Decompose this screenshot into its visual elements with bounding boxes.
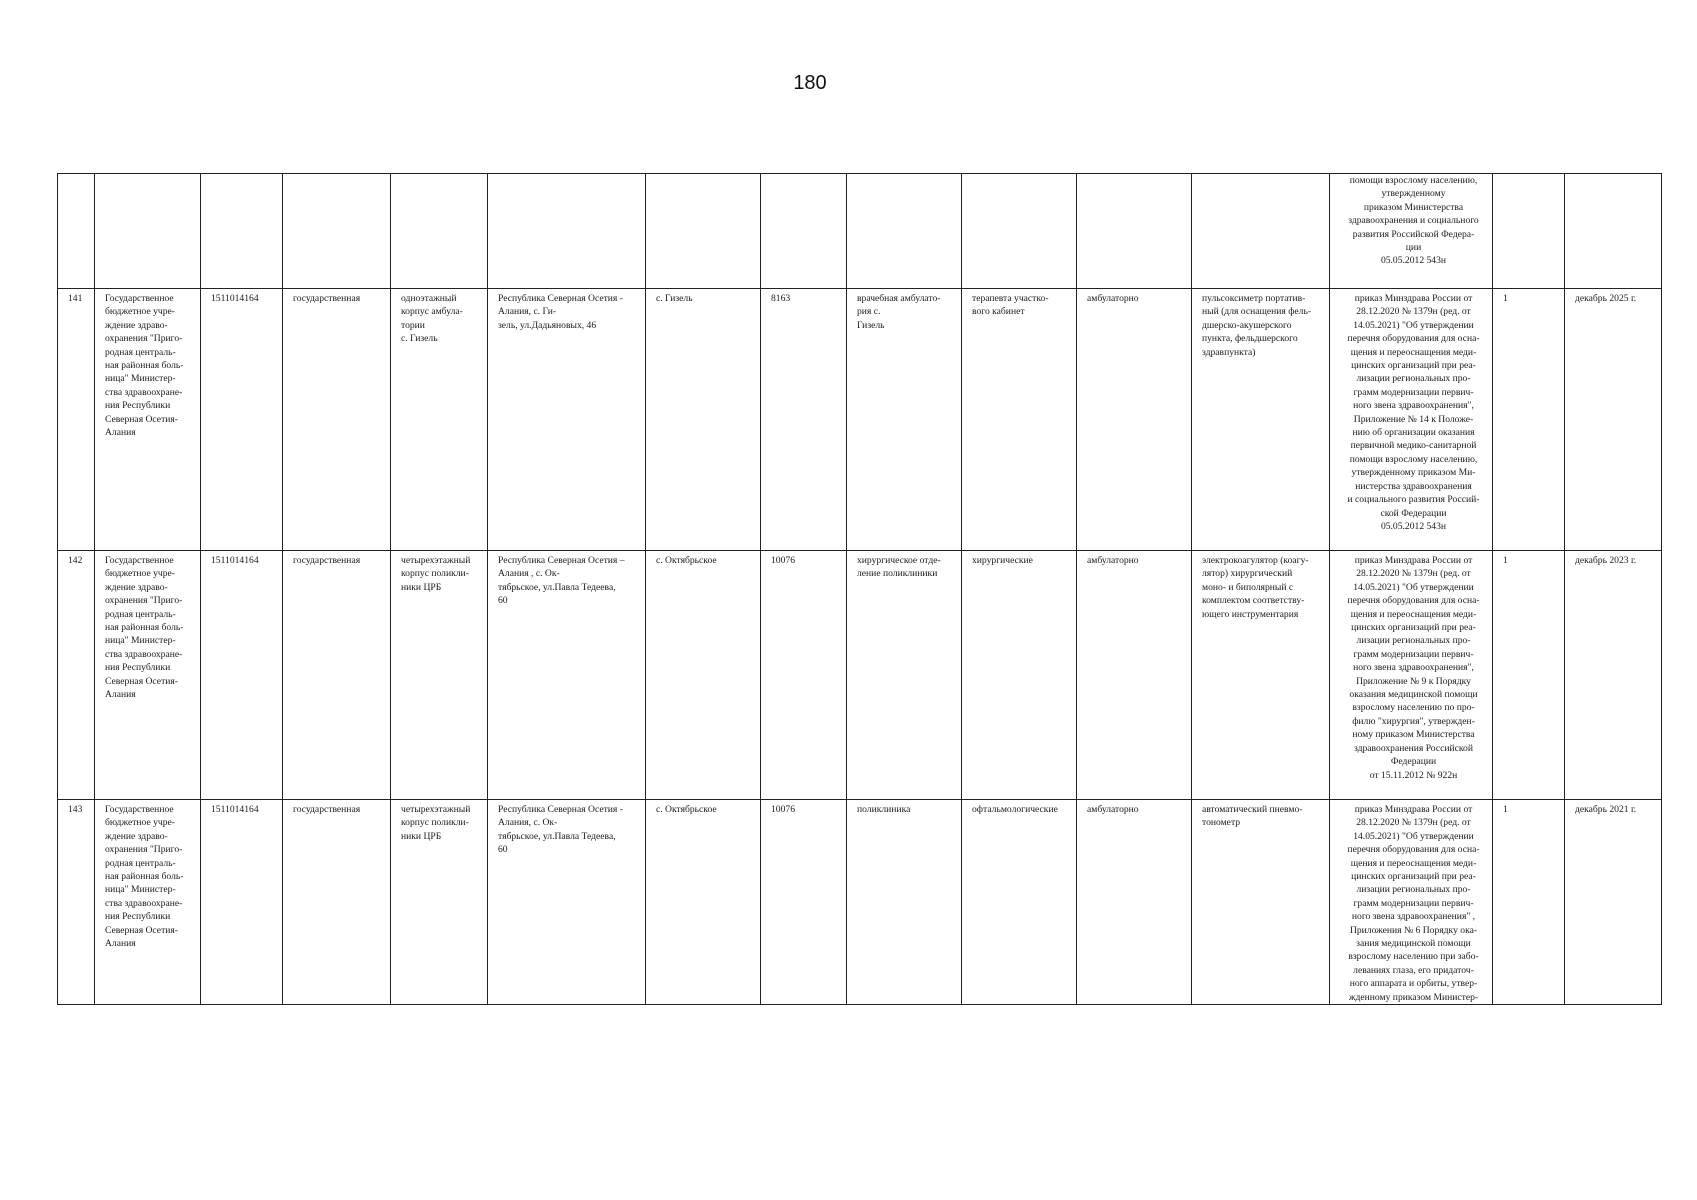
cell-organization [95, 551, 201, 800]
cell-equipment [1192, 174, 1330, 289]
ownership-value: государственная [293, 804, 361, 815]
population-value: 8163 [771, 293, 791, 304]
cell-equipment [1192, 800, 1330, 1005]
cell-address [488, 289, 646, 551]
cell-equipment [1192, 551, 1330, 800]
cell-deadline [1565, 800, 1662, 1005]
basis-text: приказ Минздрава России от 28.12.2020 № 1379н (ред. от 14.05.2021) "Об утверждении перечня оборудования для осна- щения и переоснащения меди- цинских организаций при реа- лизации региональных про- грамм модернизации первич- ного звена здравоохранения", Приложение № 9 к Порядку оказания медицинской помощи взрослому населению по про- филю "хирургия", утвержден- ному приказом Министерства здравоохранения Российской Федерации от 15.11.2012 № 922н [1347, 555, 1480, 781]
cell-care-form [1077, 289, 1192, 551]
cell-basis [1330, 289, 1493, 551]
table-row [58, 551, 1662, 800]
cell-ownership [283, 174, 391, 289]
cell-inn [201, 800, 283, 1005]
cell-ownership [283, 800, 391, 1005]
cell-deadline [1565, 289, 1662, 551]
cell-num [58, 174, 95, 289]
cell-settlement [646, 289, 761, 551]
settlement-value: с. Октябрьское [656, 804, 717, 815]
cell-population [761, 289, 847, 551]
cell-num [58, 800, 95, 1005]
address-value: Республика Северная Осетия – Алания , с. Ок- тябрьское, ул.Павла Тедеева, 60 [498, 555, 625, 607]
quantity-value: 1 [1503, 555, 1508, 566]
row-number: 142 [68, 555, 83, 566]
cell-unit [847, 289, 962, 551]
building-value: одноэтажный корпус амбула- тории с. Гизель [401, 293, 463, 345]
cell-cabinet [962, 289, 1077, 551]
table-row [58, 800, 1662, 1005]
equipment-value: автоматический пневмо- тонометр [1202, 804, 1303, 829]
cell-unit [847, 551, 962, 800]
cell-unit [847, 174, 962, 289]
cell-settlement [646, 174, 761, 289]
cell-settlement [646, 551, 761, 800]
cell-cabinet [962, 174, 1077, 289]
cell-quantity [1493, 551, 1565, 800]
cell-building [391, 800, 488, 1005]
cell-equipment [1192, 289, 1330, 551]
cell-basis [1330, 551, 1493, 800]
quantity-value: 1 [1503, 804, 1508, 815]
unit-value: поликлиника [857, 804, 911, 815]
organization-name: Государственное бюджетное учре- ждение здраво- охранения "Приго- родная централь- ная районная боль- ница" Министер- ства здравоохране- ния Республики Северная Осетия- Алания [105, 293, 184, 439]
deadline-value: декабрь 2025 г. [1575, 293, 1637, 304]
cell-population [761, 174, 847, 289]
cell-address [488, 800, 646, 1005]
cell-address [488, 174, 646, 289]
cell-deadline [1565, 551, 1662, 800]
cell-care-form [1077, 551, 1192, 800]
basis-text: приказ Минздрава России от 28.12.2020 № 1379н (ред. от 14.05.2021) "Об утверждении перечня оборудования для осна- щения и переоснащения меди- цинских организаций при реа- лизации региональных про- грамм модернизации первич- ного звена здравоохранения", Приложение № 14 к Положе- нию об организации оказания первичной медико-санитарной помощи взрослому населению, утвержденному приказом Ми- нистерства здравоохранения и социального развития Россий- ской Федерации 05.05.2012 543н [1347, 293, 1480, 532]
unit-value: врачебная амбулато- рия с. Гизель [857, 293, 941, 331]
care-form-value: амбулаторно [1087, 804, 1139, 815]
cell-cabinet [962, 800, 1077, 1005]
unit-value: хирургическое отде- ление поликлиники [857, 555, 941, 580]
cabinet-value: офтальмологические [972, 804, 1058, 815]
basis-text: помощи взрослому населению, утвержденному приказом Министерства здравоохранения и социального развития Российской Федера- ции 05.05.2012 543н [1348, 175, 1479, 267]
continuation-row [58, 174, 1662, 289]
cell-inn [201, 174, 283, 289]
equipment-value: электрокоагулятор (коагу- лятор) хирургический моно- и биполярный с комплектом соответству- ющего инструментария [1202, 555, 1309, 620]
care-form-value: амбулаторно [1087, 293, 1139, 304]
cell-organization [95, 174, 201, 289]
cell-building [391, 289, 488, 551]
cell-quantity [1493, 289, 1565, 551]
cell-quantity [1493, 800, 1565, 1005]
inn-value: 1511014164 [211, 555, 259, 566]
ownership-value: государственная [293, 293, 361, 304]
cabinet-value: терапевта участко- вого кабинет [972, 293, 1049, 318]
deadline-value: декабрь 2021 г. [1575, 804, 1637, 815]
building-value: четырехэтажный корпус поликли- ники ЦРБ [401, 804, 471, 842]
organization-name: Государственное бюджетное учре- ждение здраво- охранения "Приго- родная централь- ная районная боль- ница" Министер- ства здравоохране- ния Республики Северная Осетия- Алания [105, 804, 184, 950]
cell-care-form [1077, 174, 1192, 289]
cell-population [761, 800, 847, 1005]
organization-name: Государственное бюджетное учре- ждение здраво- охранения "Приго- родная централь- ная районная боль- ница" Министер- ства здравоохране- ния Республики Северная Осетия- Алания [105, 555, 184, 701]
cabinet-value: хирургические [972, 555, 1033, 566]
row-number: 143 [68, 804, 83, 815]
page-number: 180 [793, 72, 827, 94]
cell-deadline [1565, 174, 1662, 289]
cell-building [391, 551, 488, 800]
cell-quantity [1493, 174, 1565, 289]
deadline-value: декабрь 2023 г. [1575, 555, 1637, 566]
basis-text: приказ Минздрава России от 28.12.2020 № 1379н (ред. от 14.05.2021) "Об утверждении перечня оборудования для осна- щения и переоснащения меди- цинских организаций при реа- лизации региональных про- грамм модернизации первич- ного звена здравоохранения" , Приложения № 6 Порядку ока- зания медицинской помощи взрослому населению при забо- леваниях глаза, его придаточ- ного аппарата и орбиты, утвер- жденному приказом Министер- [1347, 804, 1480, 1003]
cell-building [391, 174, 488, 289]
cell-organization [95, 800, 201, 1005]
quantity-value: 1 [1503, 293, 1508, 304]
row-number: 141 [68, 293, 83, 304]
cell-settlement [646, 800, 761, 1005]
settlement-value: с. Октябрьское [656, 555, 717, 566]
cell-inn [201, 551, 283, 800]
cell-basis [1330, 174, 1493, 289]
address-value: Республика Северная Осетия - Алания, с. Ги- зель, ул.Дадьяновых, 46 [498, 293, 623, 331]
cell-cabinet [962, 551, 1077, 800]
population-value: 10076 [771, 555, 795, 566]
settlement-value: с. Гизель [656, 293, 693, 304]
inn-value: 1511014164 [211, 804, 259, 815]
address-value: Республика Северная Осетия - Алания, с. Ок- тябрьское, ул.Павла Тедеева, 60 [498, 804, 623, 856]
cell-address [488, 551, 646, 800]
cell-organization [95, 289, 201, 551]
ownership-value: государственная [293, 555, 361, 566]
cell-unit [847, 800, 962, 1005]
cell-population [761, 551, 847, 800]
population-value: 10076 [771, 804, 795, 815]
care-form-value: амбулаторно [1087, 555, 1139, 566]
cell-inn [201, 289, 283, 551]
cell-num [58, 551, 95, 800]
cell-basis [1330, 800, 1493, 1005]
cell-num [58, 289, 95, 551]
equipment-table [57, 173, 1662, 1005]
building-value: четырехэтажный корпус поликли- ники ЦРБ [401, 555, 471, 593]
inn-value: 1511014164 [211, 293, 259, 304]
cell-ownership [283, 289, 391, 551]
cell-ownership [283, 551, 391, 800]
table-row [58, 289, 1662, 551]
cell-care-form [1077, 800, 1192, 1005]
equipment-value: пульсоксиметр портатив- ный (для оснащения фель- дшерско-акушерского пункта, фельдшерского здравпункта) [1202, 293, 1312, 358]
